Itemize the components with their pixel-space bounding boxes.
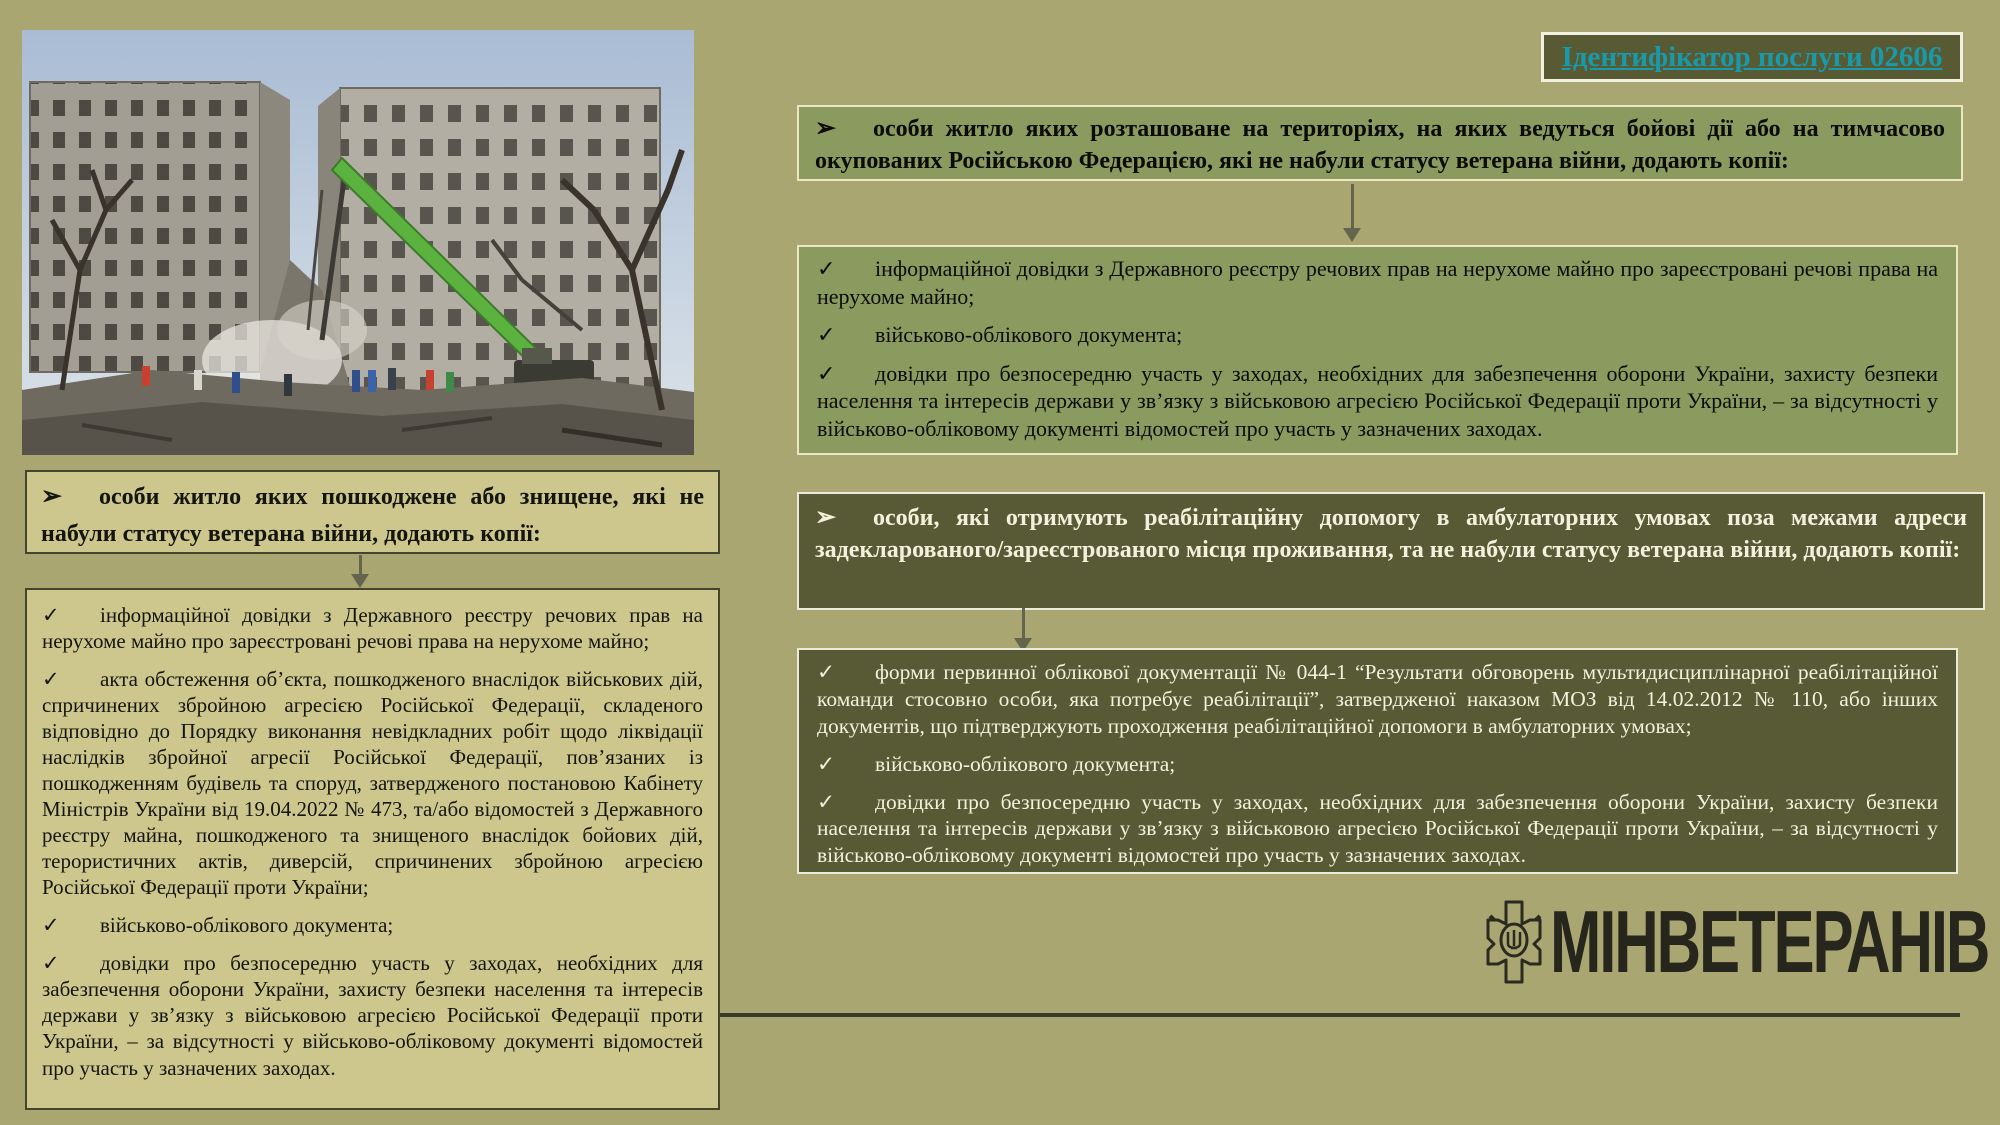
rehab-checklist-box	[797, 648, 1958, 874]
destroyed-building-photo	[22, 30, 694, 455]
arrow-bullet-icon: ➢	[815, 504, 837, 531]
territories-header-box	[797, 105, 1963, 181]
checklist-item: ✓ інформаційної довідки з Державного реєстру речових прав на нерухоме майно про зареєстровані речові права на нерухоме майно;	[42, 603, 703, 654]
check-icon: ✓	[42, 951, 60, 976]
check-icon: ✓	[817, 789, 836, 814]
checklist-item: ✓ військово-облікового документа;	[817, 322, 1183, 347]
check-icon: ✓	[817, 360, 836, 386]
minveterans-logo	[1478, 892, 2000, 991]
arrow-bullet-icon: ➢	[815, 115, 837, 142]
check-icon: ✓	[42, 603, 60, 627]
check-icon: ✓	[817, 322, 836, 347]
logo-text: МІНВЕТЕРАНІВ	[1550, 892, 1989, 991]
checklist-item: ✓ військово-облікового документа;	[42, 913, 394, 938]
checklist-item: ✓ довідки про безпосередню участь у заходах, необхідних для забезпечення оборони України, захисту безпеки населення та інтересів держави у зв’язку з військовою агресією Російської Федерації проти України, – за відсутності у військово-обліковому документі відомостей про участь у зазначених заходах.	[817, 789, 1938, 868]
territories-checklist-box	[797, 245, 1958, 455]
checklist-item: ✓ військово-облікового документа;	[817, 751, 1176, 776]
rehab-header-text: особи, які отримують реабілітаційну допомогу в амбулаторних умовах поза межами адреси задекларованого/зареєстрованого місця проживання, та не набули статусу ветерана війни, додають копії:	[815, 505, 1967, 563]
damaged-housing-checklist-box	[25, 588, 720, 1110]
checklist-item: ✓ форми первинної облікової документації № 044-1 “Результати обговорень мультидисциплінарної реабілітаційної команди стосовно особи, яка потребує реабілітації”, затвердженої наказом МОЗ від 14.02.2012 № 110, або інших документів, що підтверджують проходження реабілітаційної допомоги в амбулаторних умовах;	[817, 660, 1938, 738]
check-icon: ✓	[817, 256, 836, 281]
arrow-bullet-icon: ➢	[41, 483, 63, 510]
damaged-housing-header-text: особи житло яких пошкоджене або знищене, які не набули статусу ветерана війни, додають копії:	[41, 484, 704, 547]
checklist-item: ✓ акта обстеження об’єкта, пошкодженого внаслідок військових дій, спричинених збройною агресією Російської Федерації, складеного відповідно до Порядку виконання невідкладних робіт щодо ліквідації наслідків збройної агресії Російської Федерації, пов’язаних із пошкодженням будівель та споруд, затвердженого постановою Кабінету Міністрів України від 19.04.2022 № 473, та/або відомостей з Державного реєстру майна, пошкодженого та знищеного внаслідок бойових дій, терористичних актів, диверсій, спричинених збройною агресією Російської Федерації проти України;	[42, 667, 703, 900]
checklist-item: ✓ довідки про безпосередню участь у заходах, необхідних для забезпечення оборони України, захисту безпеки населення та інтересів держави у зв’язку з військовою агресією Російської Федерації проти України, – за відсутності у військово-обліковому документі відомостей про участь у зазначених заходах.	[817, 360, 1938, 441]
check-icon: ✓	[817, 751, 836, 776]
connector-arrowhead-damaged	[351, 574, 369, 588]
connector-arrowhead-territories	[1343, 228, 1361, 242]
connector-arrow-territories	[1351, 184, 1354, 228]
check-icon: ✓	[42, 913, 60, 938]
damaged-housing-header-box	[25, 470, 720, 554]
service-id-badge	[1541, 32, 1963, 82]
check-icon: ✓	[817, 660, 836, 684]
rehab-header-box	[797, 492, 1985, 610]
territories-header-text: особи житло яких розташоване на територіях, на яких ведуться бойові дії або на тимчасово окупованих Російською Федерацією, які не набули статусу ветерана війни, додають копії:	[815, 116, 1945, 174]
checklist-item: ✓ інформаційної довідки з Державного реєстру речових прав на нерухоме майно про зареєстровані речові права на нерухоме майно;	[817, 256, 1938, 309]
checklist-item: ✓ довідки про безпосередню участь у заходах, необхідних для забезпечення оборони України, захисту безпеки населення та інтересів держави у зв’язку з військовою агресією Російської Федерації проти України, – за відсутності у військово-обліковому документі відомостей про участь у зазначених заходах.	[42, 951, 703, 1080]
veterans-emblem-icon	[1478, 898, 1550, 986]
service-id-link[interactable]: Ідентифікатор послуги 02606	[1561, 40, 1943, 73]
footer-divider-line	[720, 1013, 1960, 1017]
check-icon: ✓	[42, 667, 60, 692]
